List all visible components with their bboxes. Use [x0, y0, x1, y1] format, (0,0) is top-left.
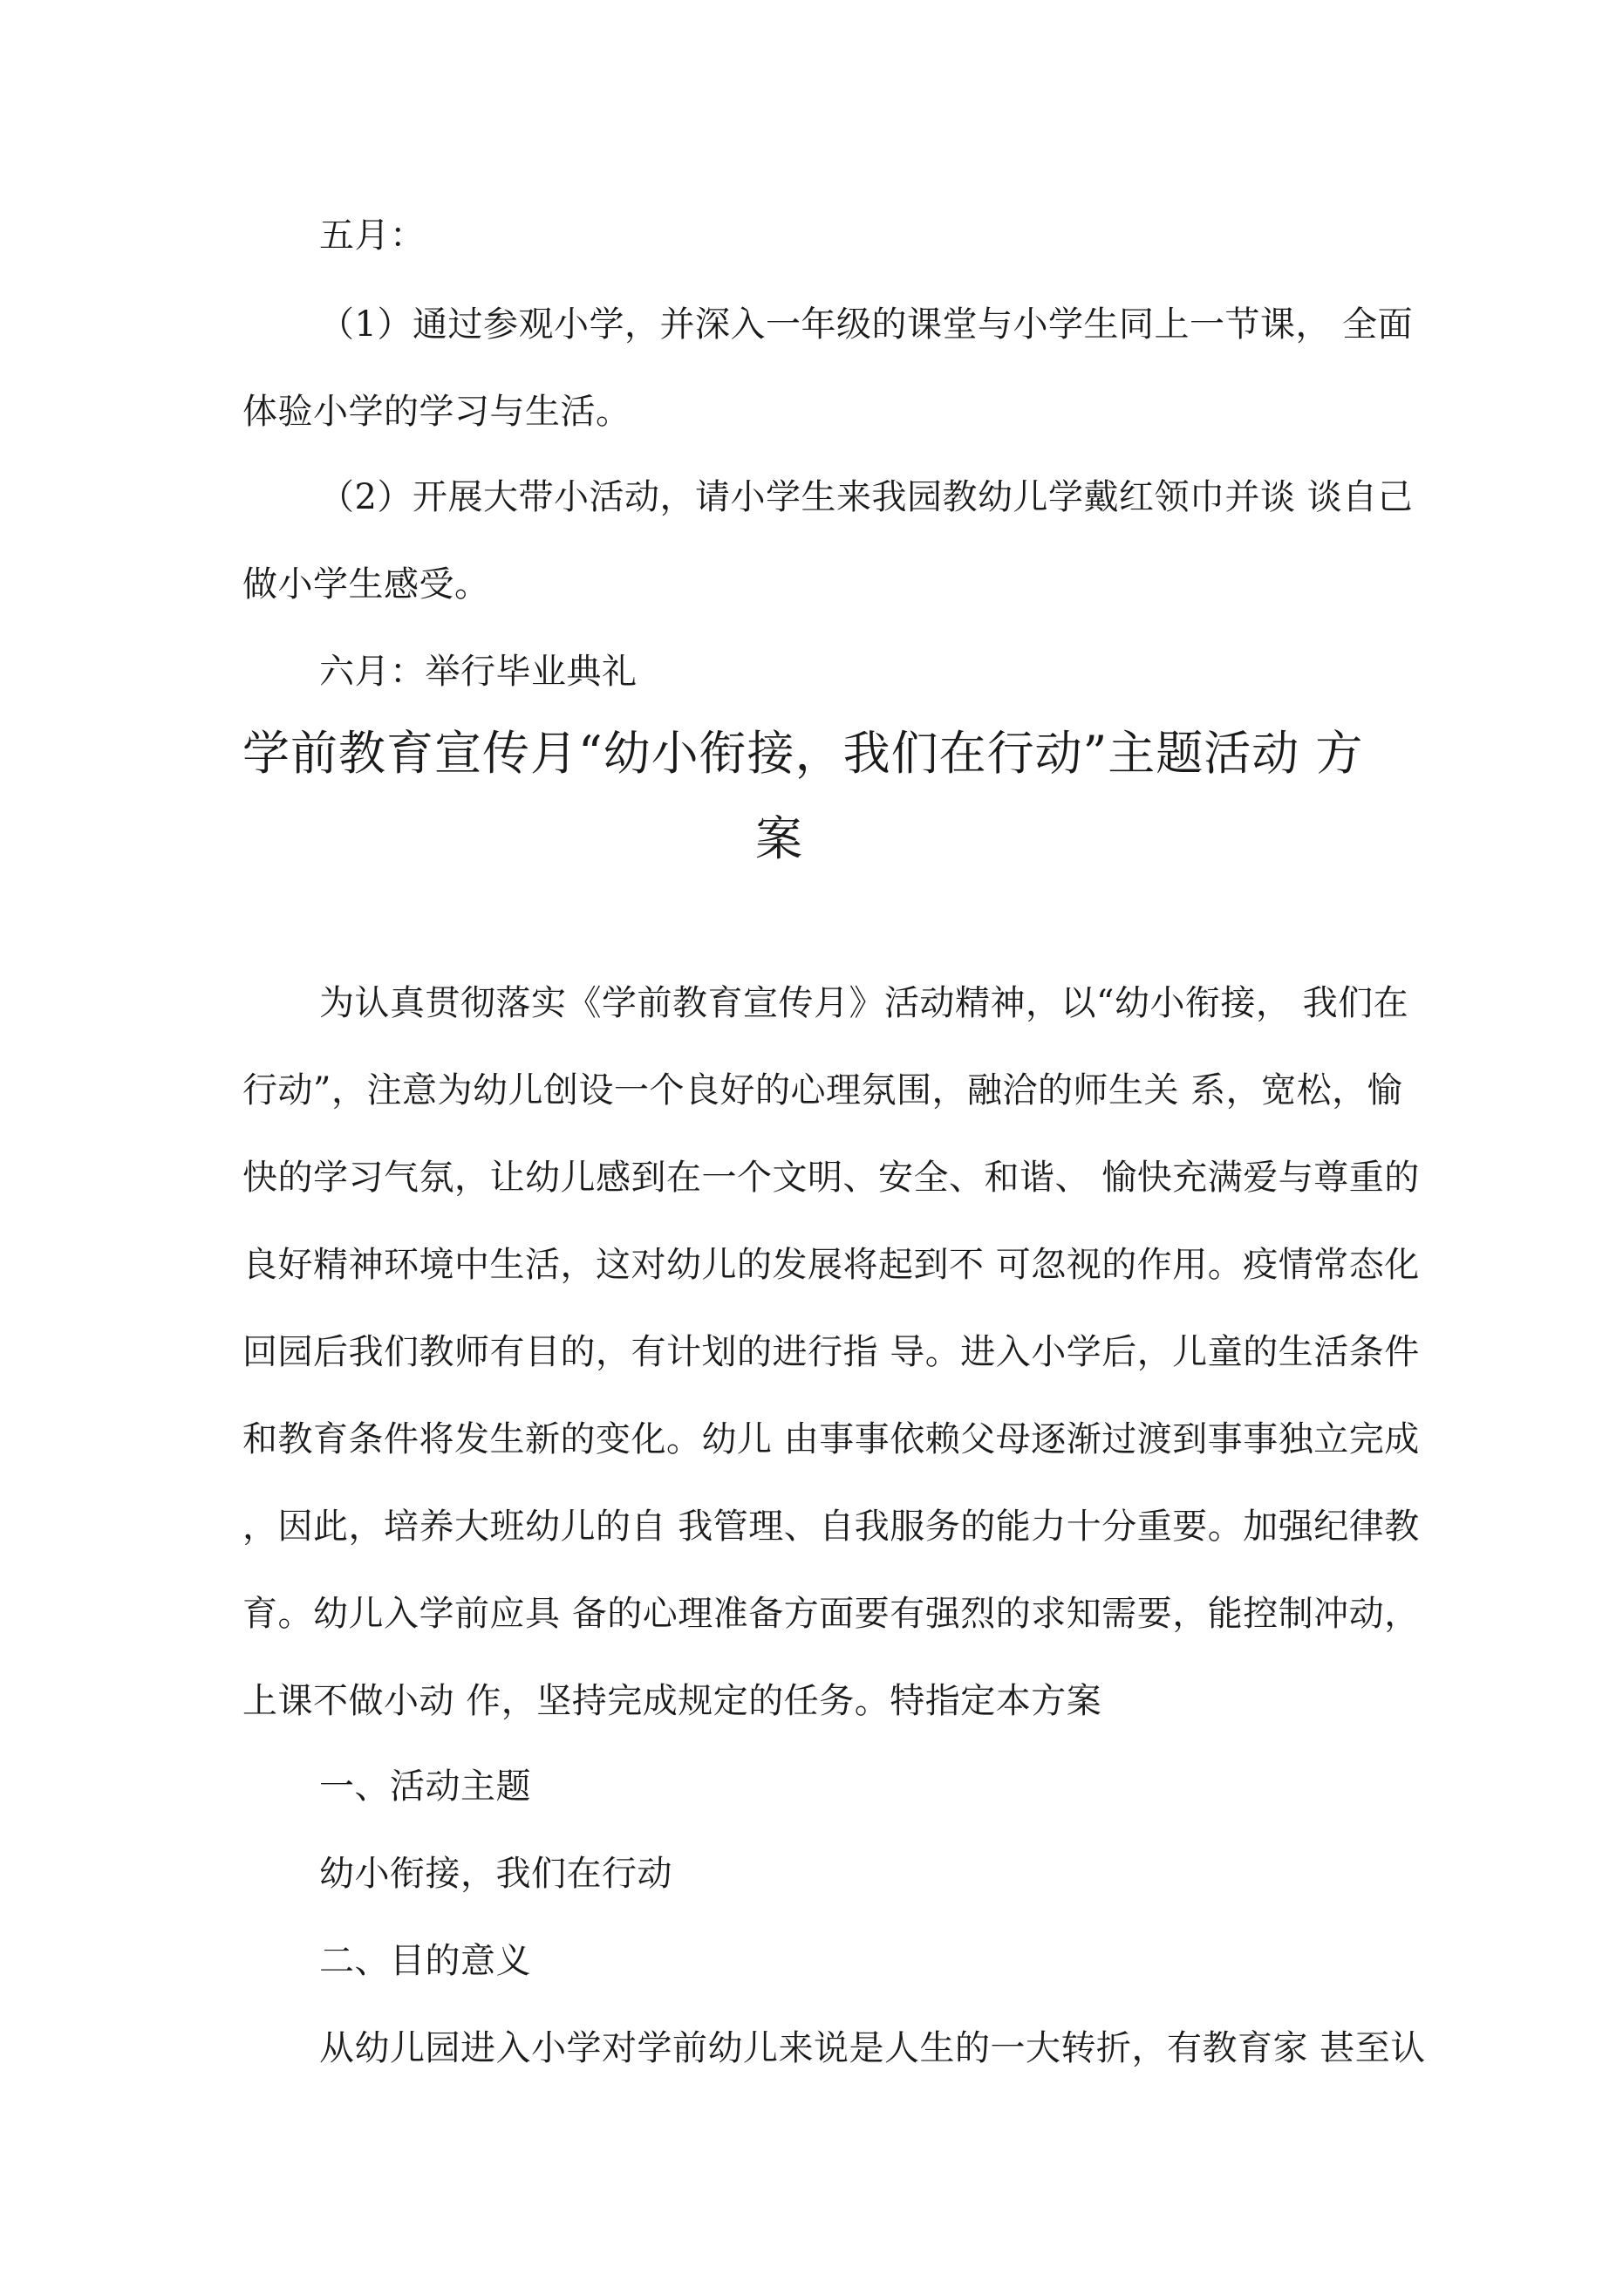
- intro-line-1: 为认真贯彻落实《学前教育宣传月》活动精神，以“幼小衔接， 我们在: [319, 983, 1409, 1023]
- activity-theme-text: 幼小衔接，我们在行动: [319, 1854, 672, 1894]
- intro-line-3: 快的学习气氛，让幼儿感到在一个文明、安全、和谐、 愉快充满爱与尊重的: [242, 1158, 1420, 1198]
- may-item1-line2: 体验小学的学习与生活。: [242, 392, 631, 432]
- intro-line-9: 上课不做小动 作，坚持完成规定的任务。特指定本方案: [242, 1681, 1102, 1721]
- plan-title-line1: 学前教育宣传月“幼小衔接，我们在行动”主题活动 方: [242, 726, 1364, 781]
- intro-line-4: 良好精神环境中生活，这对幼儿的发展将起到不 可忽视的作用。疫情常态化: [242, 1245, 1420, 1285]
- june-line: 六月：举行毕业典礼: [319, 652, 638, 692]
- may-item2-line2: 做小学生感受。: [242, 564, 490, 605]
- purpose-line-1: 从幼儿园进入小学对学前幼儿来说是人生的一大转折，有教育家 甚至认: [319, 2028, 1426, 2068]
- heading-activity-theme: 一、活动主题: [319, 1766, 531, 1807]
- may-heading: 五月：: [319, 215, 426, 256]
- intro-line-6: 和教育条件将发生新的变化。幼儿 由事事依赖父母逐渐过渡到事事独立完成: [242, 1419, 1420, 1459]
- intro-line-8: 育。幼儿入学前应具 备的心理准备方面要有强烈的求知需要，能控制冲动，: [242, 1594, 1420, 1634]
- plan-title-line2: 案: [755, 811, 803, 866]
- intro-line-7: ，因此，培养大班幼儿的自 我管理、自我服务的能力十分重要。加强纪律教: [242, 1507, 1420, 1547]
- intro-line-2: 行动”，注意为幼儿创设一个良好的心理氛围，融洽的师生关 系，宽松，愉: [242, 1070, 1403, 1110]
- intro-line-5: 回园后我们教师有目的，有计划的进行指 导。进入小学后，儿童的生活条件: [242, 1332, 1420, 1372]
- heading-purpose: 二、目的意义: [319, 1941, 531, 1981]
- may-item1-line1: （1）通过参观小学，并深入一年级的课堂与小学生同上一节课， 全面: [319, 304, 1414, 345]
- may-item2-line1: （2）开展大带小活动，请小学生来我园教幼儿学戴红领巾并谈 谈自己: [319, 477, 1414, 517]
